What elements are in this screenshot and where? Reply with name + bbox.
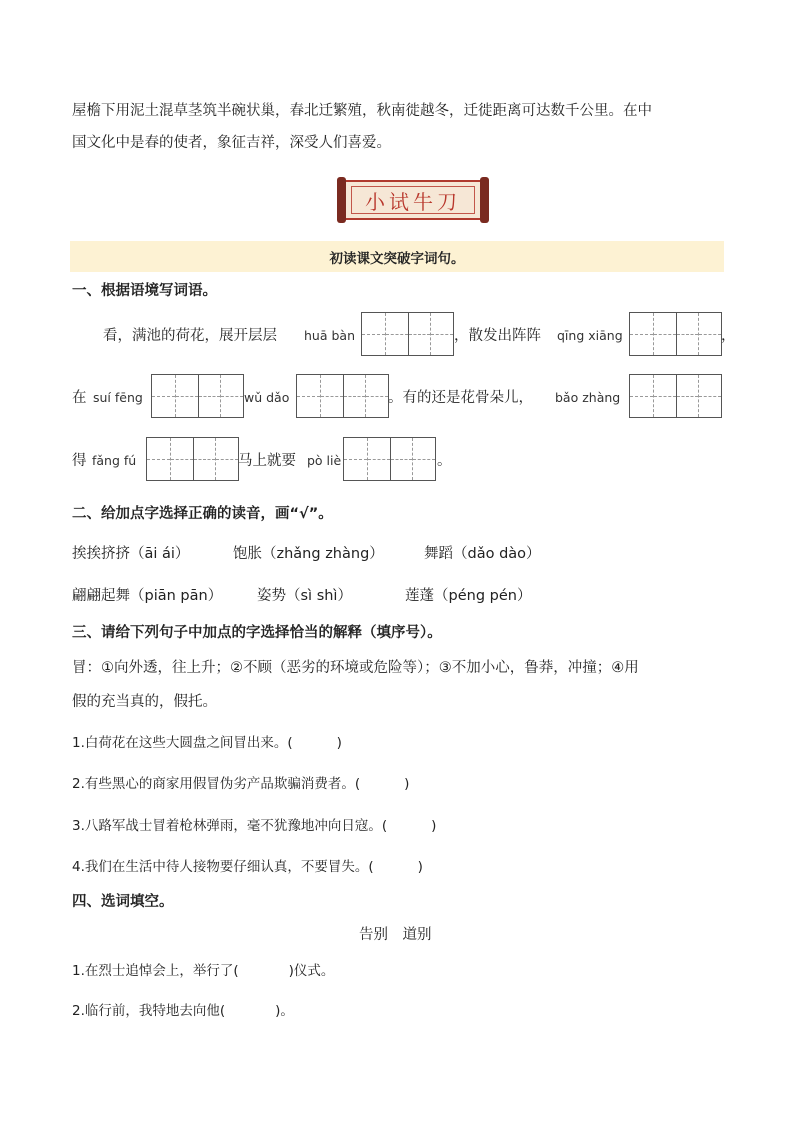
answer-grid-sui-feng[interactable] [151,374,244,418]
answer-grid-wu-dao[interactable] [296,374,389,418]
q3-definition-1: 冒：①向外透，往上升；②不顾（恶劣的环境或危险等）；③不加小心，鲁莽，冲撞；④用 [72,660,639,676]
pinyin-wu-dao: wǔ dǎo [244,390,290,405]
q2-item-1[interactable]: 挨挨挤挤（āi ái） [72,546,190,562]
q2-item-2[interactable]: 饱胀（zhǎng zhàng） [233,546,384,562]
q3-sentence-3: 3.八路军战士冒着枪林弹雨，毫不犹豫地冲向日寇。( ) [72,818,437,834]
section-bar-title: 初读课文突破字词句。 [329,251,465,267]
q1-row1-text-c: ， [721,328,736,344]
intro-line-1: 屋檐下用泥土混草茎筑半碗状巢，春北迁繁殖，秋南徙越冬，迁徙距离可达数千公里。在中 [72,103,652,119]
pinyin-qing-xiang: qīng xiāng [557,328,623,343]
q1-row3-text-c: 。 [437,453,452,469]
q3-sentence-1: 1.白荷花在这些大圆盘之间冒出来。( ) [72,735,342,751]
q4-word-choices: 告别 道别 [359,927,432,943]
answer-grid-po-lie[interactable] [343,437,436,481]
answer-grid-hua-ban[interactable] [361,312,454,356]
q1-row3-text-a: 得 [72,453,87,469]
q4-heading: 四、选词填空。 [72,894,174,910]
intro-line-2: 国文化中是春的使者，象征吉祥，深受人们喜爱。 [72,135,391,151]
pinyin-po-lie: pò liè [307,453,342,468]
answer-grid-fang-fu[interactable] [146,437,239,481]
pinyin-bao-zhang: bǎo zhàng [555,390,621,405]
q1-row2-text-b: 。有的还是花骨朵儿， [388,390,533,406]
q3-sentence-4: 4.我们在生活中待人接物要仔细认真，不要冒失。( ) [72,859,423,875]
q3-heading: 三、请给下列句子中加点的字选择恰当的解释（填序号）。 [72,625,442,641]
q3-sentence-2: 2.有些黑心的商家用假冒伪劣产品欺骗消费者。( ) [72,776,410,792]
pinyin-fang-fu: fǎng fú [92,453,137,468]
section-bar [70,241,724,272]
q1-row1-text-b: ，散发出阵阵 [454,328,541,344]
q4-sentence-2: 2.临行前，我特地去向他( )。 [72,1003,294,1019]
q1-row2-text-a: 在 [72,390,87,406]
q1-heading: 一、根据语境写词语。 [72,283,217,299]
banner-title: 小试牛刀 [365,190,461,214]
q1-row3-text-b: 马上就要 [238,453,296,469]
pinyin-sui-feng: suí fēng [93,390,143,405]
q2-heading: 二、给加点字选择正确的读音，画“√”。 [72,506,333,522]
section-banner [337,177,489,223]
q2-item-5[interactable]: 姿势（sì shì） [257,588,352,604]
q4-sentence-1: 1.在烈士追悼会上，举行了( )仪式。 [72,963,335,979]
pinyin-hua-ban: huā bàn [304,328,355,343]
q3-definition-2: 假的充当真的，假托。 [72,694,217,710]
q1-row1-text-a: 看，满池的荷花，展开层层 [103,328,277,344]
q2-item-3[interactable]: 舞蹈（dǎo dào） [424,546,541,562]
q2-item-6[interactable]: 莲蓬（péng pén） [405,588,532,604]
answer-grid-bao-zhang[interactable] [629,374,722,418]
q2-item-4[interactable]: 翩翩起舞（piān pān） [72,588,223,604]
answer-grid-qing-xiang[interactable] [629,312,722,356]
